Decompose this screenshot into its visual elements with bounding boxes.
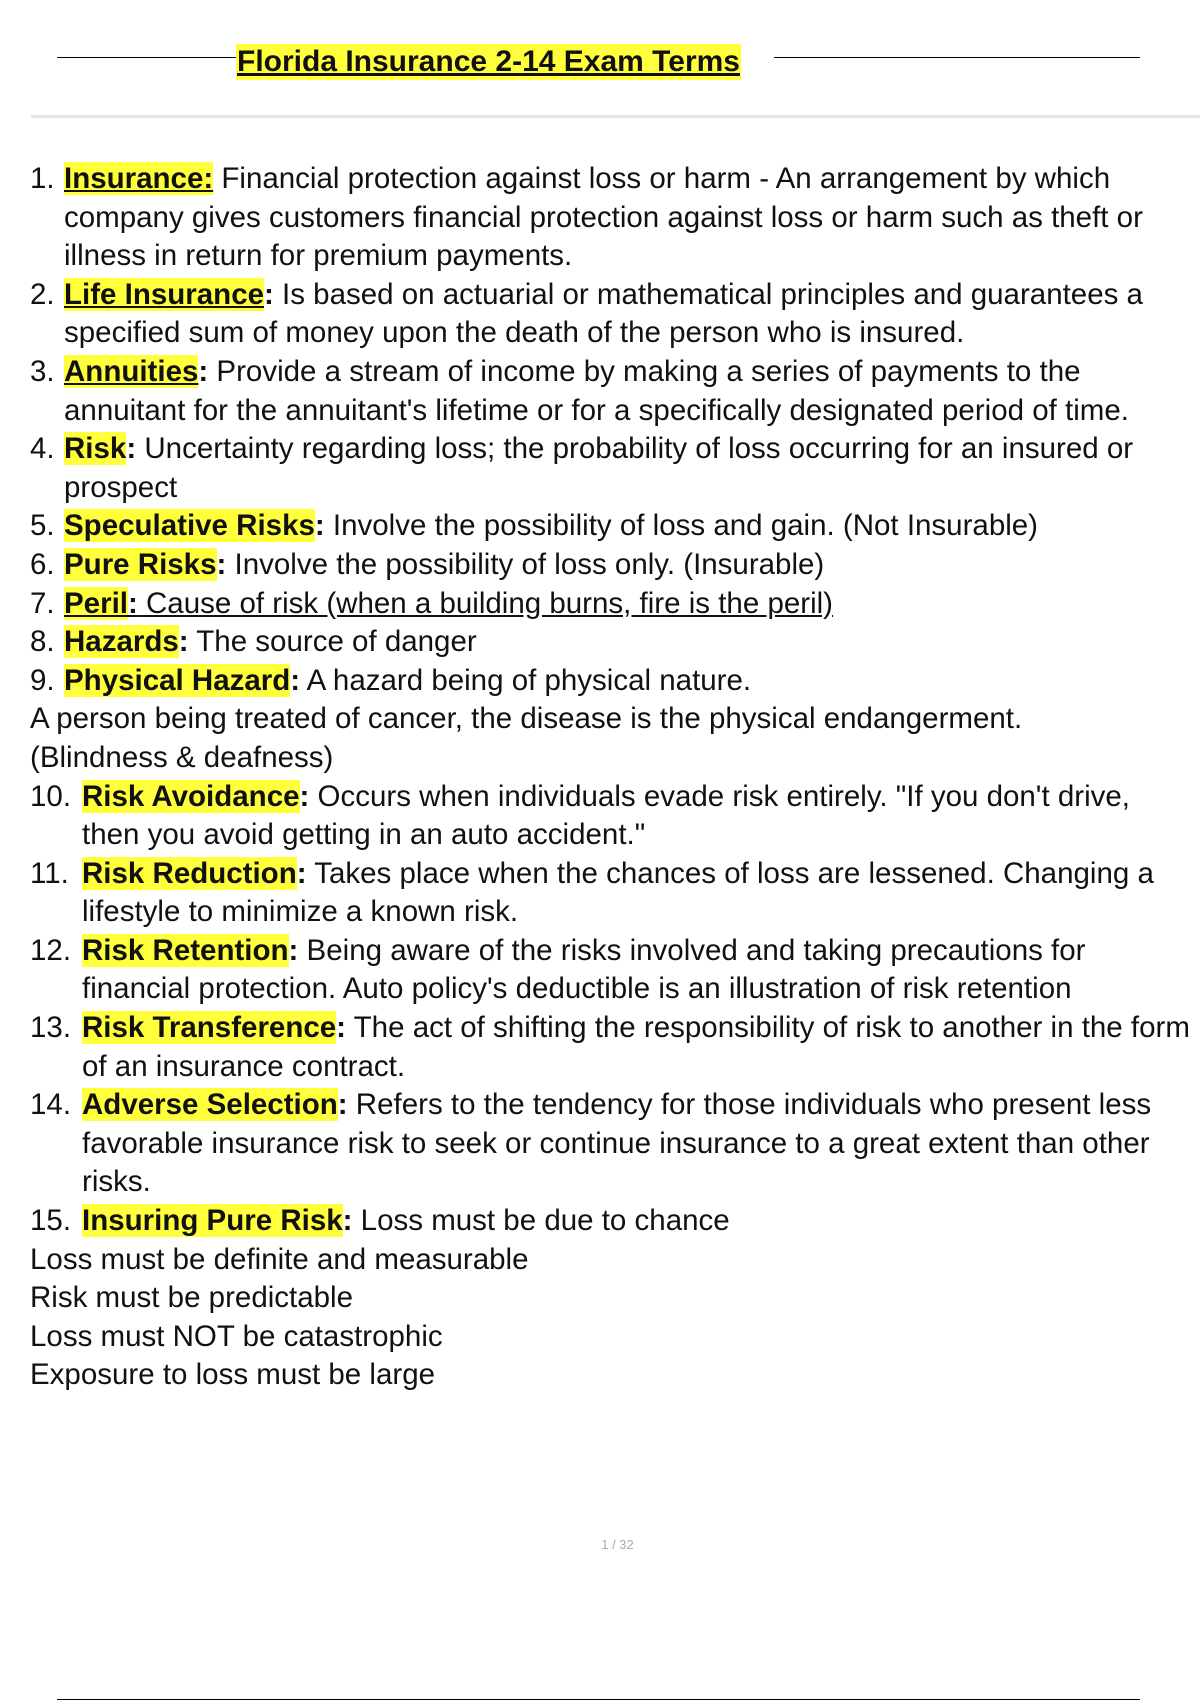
- term-number: 13.: [30, 1011, 72, 1045]
- term-number: 2.: [30, 277, 55, 311]
- term-definition: Cause of risk (when a building burns, fire is the peril): [137, 586, 834, 620]
- term-definition: Financial protection against loss or harm - An arrangement by which company gives customers financial protection against loss or harm such as theft or illness in return for premium payments.: [64, 162, 1143, 273]
- term-label: Speculative Risks: [64, 509, 315, 543]
- term-definition: Is based on actuarial or mathematical principles and guarantees a specified sum of money upon the death of the person who is insured.: [64, 277, 1143, 350]
- term-definition: Occurs when individuals evade risk entirely. "If you don't drive, then you avoid getting in an auto accident.": [82, 779, 1130, 852]
- term-number: 10.: [30, 779, 72, 813]
- pure-risk-condition: Risk must be predictable: [30, 1281, 354, 1315]
- term-definition: Uncertainty regarding loss; the probability of loss occurring for an insured or prospect: [64, 432, 1134, 504]
- term-label: Insurance:: [64, 162, 214, 195]
- term-definition: Loss must be due to chance: [352, 1204, 730, 1238]
- document-title: Florida Insurance 2-14 Exam Terms: [237, 45, 740, 78]
- term-definition: Provide a stream of income by making a series of payments to the annuitant for the annuitant's lifetime or for a specifically designated period of time.: [64, 354, 1129, 427]
- term-item-insuring-pure-risk: 15. Insuring Pure Risk: Loss must be due to chance: [30, 1202, 1195, 1241]
- term-label: Hazards: [64, 625, 179, 659]
- term-number: 4.: [30, 432, 55, 466]
- term-label: Life Insurance: [64, 277, 265, 311]
- term-label: Risk Retention: [82, 933, 289, 967]
- term-item-risk-avoidance: 10. Risk Avoidance: Occurs when individuals evade risk entirely. "If you don't drive, then you avoid getting in an auto accident.": [30, 778, 1195, 855]
- term-label: Insuring Pure Risk: [82, 1204, 343, 1238]
- physical-hazard-note-line: (Blindness & deafness): [30, 740, 334, 774]
- terms-list: [30, 160, 1195, 1395]
- term-item-hazards: 8. Hazards: The source of danger: [30, 623, 1195, 662]
- term-definition: The act of shifting the responsibility of risk to another in the form of an insurance contract.: [82, 1011, 1190, 1083]
- term-definition: Refers to the tendency for those individuals who present less favorable insurance risk to seek or continue insurance to a great extent than other risks.: [82, 1088, 1152, 1199]
- term-item-risk: 4. Risk: Uncertainty regarding loss; the probability of loss occurring for an insured or prospect: [30, 430, 1195, 507]
- term-label: Risk Transference: [82, 1011, 337, 1045]
- term-number: 6.: [30, 547, 55, 581]
- term-label: Physical Hazard: [64, 663, 291, 697]
- header-divider: [31, 115, 1200, 118]
- term-item-adverse-selection: 14. Adverse Selection: Refers to the tendency for those individuals who present less favorable insurance risk to seek or continue insurance to a great extent than other risks.: [30, 1086, 1195, 1202]
- term-label: Risk: [64, 432, 127, 466]
- term-definition: Involve the possibility of loss and gain. (Not Insurable): [324, 509, 1039, 543]
- term-definition: Involve the possibility of loss only. (Insurable): [226, 547, 825, 581]
- term-label: Pure Risks: [64, 547, 217, 581]
- term-number: 12.: [30, 933, 72, 967]
- term-label: Peril: [64, 586, 128, 620]
- term-item-life-insurance: 2. Life Insurance: Is based on actuarial or mathematical principles and guarantees a specified sum of money upon the death of the person who is insured.: [30, 276, 1195, 353]
- page-number: 1 / 32: [601, 1537, 634, 1552]
- term-number: 7.: [30, 586, 55, 620]
- term-item-risk-transference: 13. Risk Transference: The act of shifting the responsibility of risk to another in the form of an insurance contract.: [30, 1009, 1195, 1086]
- term-item-insurance: [30, 160, 1195, 276]
- term-item-annuities: 3. Annuities: Provide a stream of income by making a series of payments to the annuitant for the annuitant's lifetime or for a specifically designated period of time.: [30, 353, 1195, 430]
- term-number: 5.: [30, 509, 55, 543]
- term-item-pure-risks: 6. Pure Risks: Involve the possibility of loss only. (Insurable): [30, 546, 1195, 585]
- term-definition: A hazard being of physical nature.: [300, 663, 752, 697]
- term-number: 14.: [30, 1088, 72, 1122]
- term-definition: The source of danger: [188, 625, 477, 659]
- term-number: 1.: [30, 162, 55, 195]
- pure-risk-condition: Loss must NOT be catastrophic: [30, 1319, 443, 1353]
- term-label: Annuities: [64, 354, 199, 388]
- term-definition: Takes place when the chances of loss are lessened. Changing a lifestyle to minimize a known risk.: [82, 856, 1154, 929]
- pure-risk-condition: Exposure to loss must be large: [30, 1358, 436, 1392]
- term-number: 11.: [30, 856, 69, 890]
- term-item-physical-hazard: 9. Physical Hazard: A hazard being of physical nature.: [30, 662, 1195, 701]
- title-rule-left: [57, 57, 237, 58]
- term-number: 15.: [30, 1204, 72, 1238]
- title-rule-right: [774, 57, 1140, 58]
- term-item-peril: 7. Peril: Cause of risk (when a building burns, fire is the peril): [30, 585, 1195, 624]
- term-number: 9.: [30, 663, 55, 697]
- pure-risk-condition: Loss must be definite and measurable: [30, 1242, 529, 1276]
- term-label: Risk Avoidance: [82, 779, 300, 813]
- term-item-risk-reduction: 11. Risk Reduction: Takes place when the chances of loss are lessened. Changing a lifestyle to minimize a known risk.: [30, 855, 1195, 932]
- term-item-speculative-risks: 5. Speculative Risks: Involve the possibility of loss and gain. (Not Insurable): [30, 507, 1195, 546]
- term-label: Risk Reduction: [82, 856, 297, 890]
- term-item-risk-retention: 12. Risk Retention: Being aware of the risks involved and taking precautions for financial protection. Auto policy's deductible is an illustration of risk retention: [30, 932, 1195, 1009]
- term-number: 8.: [30, 625, 55, 659]
- term-definition: Being aware of the risks involved and taking precautions for financial protection. Auto policy's deductible is an illustration of risk retention: [82, 933, 1086, 1006]
- term-label: Adverse Selection: [82, 1088, 338, 1122]
- physical-hazard-note-line: A person being treated of cancer, the disease is the physical endangerment.: [30, 702, 1023, 736]
- term-number: 3.: [30, 354, 55, 388]
